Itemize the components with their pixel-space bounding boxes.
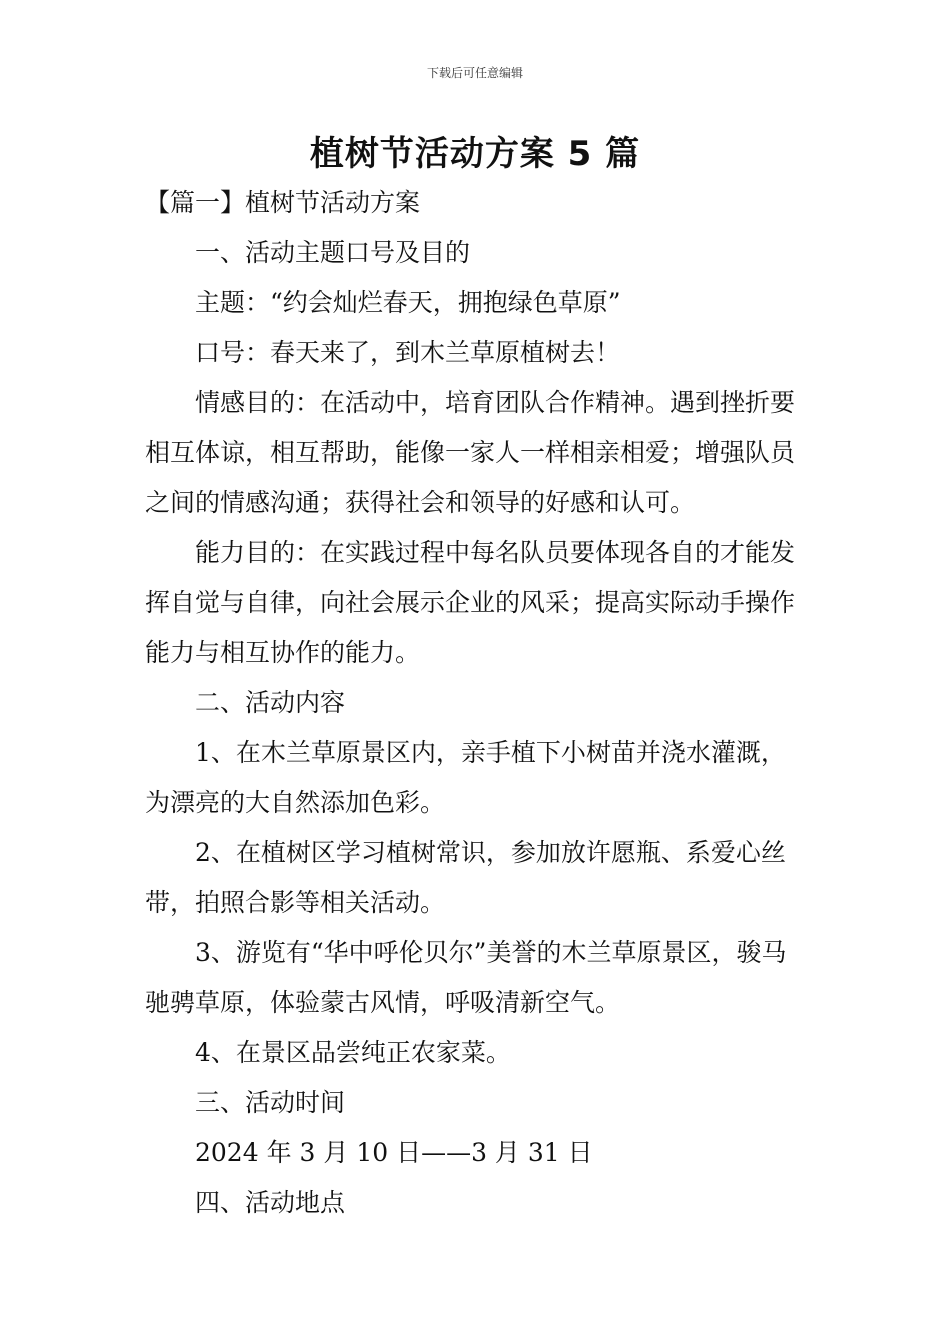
paragraph: 一、活动主题口号及目的 <box>195 238 471 267</box>
paragraph: 2、在植树区学习植树常识，参加放许愿瓶、系爱心丝带，拍照合影等相关活动。 <box>145 838 786 917</box>
paragraph: 口号：春天来了，到木兰草原植树去！ <box>195 338 621 367</box>
section-heading: 【篇一】植树节活动方案 <box>145 188 421 217</box>
paragraph: 3、游览有“华中呼伦贝尔”美誉的木兰草原景区，骏马驰骋草原，体验蒙古风情，呼吸清新空气。 <box>145 938 787 1017</box>
paragraph: 二、活动内容 <box>195 688 346 717</box>
paragraph: 4、在景区品尝纯正农家菜。 <box>195 1038 511 1067</box>
paragraph: 1、在木兰草原景区内，亲手植下小树苗并浇水灌溉，为漂亮的大自然添加色彩。 <box>145 738 786 817</box>
paragraph: 三、活动时间 <box>195 1088 346 1117</box>
document-title: 植树节活动方案 5 篇 <box>309 134 641 174</box>
page-header-note: 下载后可任意编辑 <box>426 66 523 80</box>
paragraph: 情感目的：在活动中，培育团队合作精神。遇到挫折要相互体谅，相互帮助，能像一家人一样相亲相爱；增强队员之间的情感沟通；获得社会和领导的好感和认可。 <box>145 388 796 517</box>
paragraph: 四、活动地点 <box>195 1188 346 1217</box>
paragraph: 主题：“约会灿烂春天，拥抱绿色草原” <box>195 288 621 317</box>
paragraph: 能力目的：在实践过程中每名队员要体现各自的才能发挥自觉与自律，向社会展示企业的风采；提高实际动手操作能力与相互协作的能力。 <box>145 538 796 667</box>
document-body <box>145 178 810 1228</box>
paragraph: 2024 年 3 月 10 日——3 月 31 日 <box>195 1138 593 1167</box>
